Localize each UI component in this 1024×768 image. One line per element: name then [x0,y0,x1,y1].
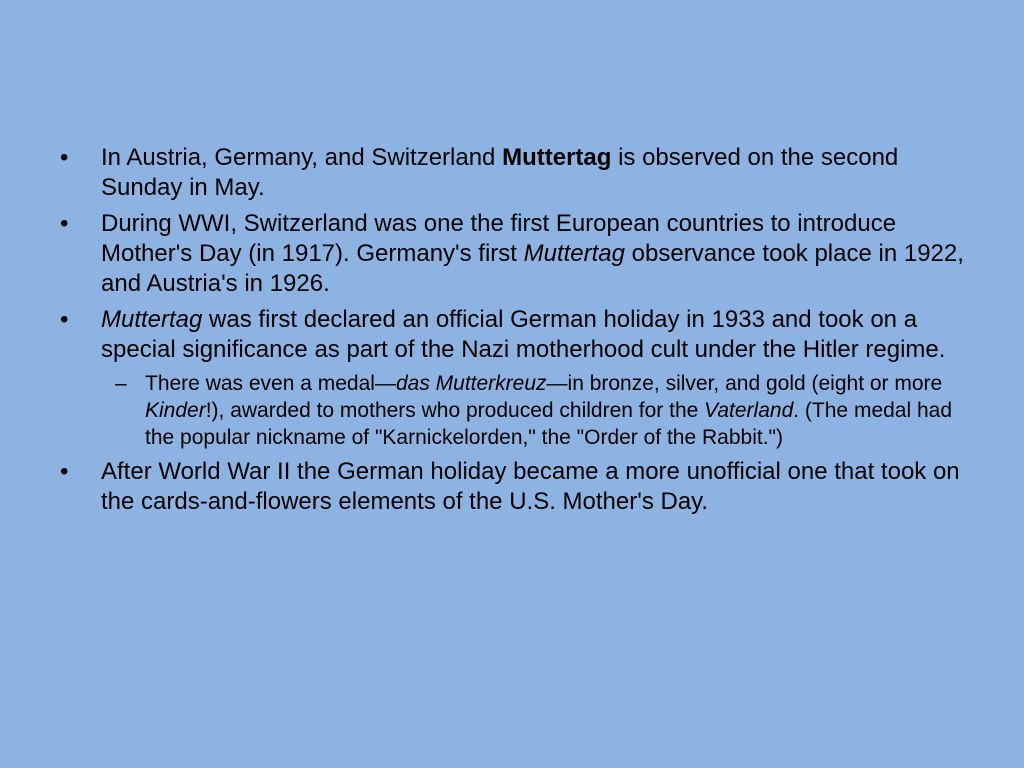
bullet-list [58,143,968,517]
bullet-marker: • [60,458,69,485]
slide-content [58,143,968,523]
bullet-item-3 [58,305,968,451]
sub-bullet-italic-3: Vaterland [704,399,794,422]
bullet-3-text: was first declared an official German holiday in 1933 and took on a special significance as part of the Nazi motherhood cult under the Hitler regime. [101,306,946,363]
bullet-1-text-end: is observed on the second Sunday in May. [101,144,899,201]
bullet-1-text: In Austria, Germany, and Switzerland [101,144,503,171]
sub-bullet-italic-2: Kinder [145,399,206,422]
sub-bullet-list [101,370,968,451]
sub-bullet-marker: – [115,372,127,395]
sub-bullet-text-2: —in bronze, silver, and gold (eight or more [546,372,943,395]
bullet-marker: • [60,144,69,171]
bullet-item-1 [58,143,968,203]
bullet-2-italic-term: Muttertag [523,240,626,267]
bullet-marker: • [60,306,69,333]
bullet-marker: • [60,210,69,237]
bullet-2-text: During WWI, Switzerland was one the first European countries to introduce Mother's Day (in 1917). Germany's first [101,210,897,267]
bullet-1-bold-term: Muttertag [502,144,612,171]
bullet-4-text: After World War II the German holiday became a more unofficial one that took on the cards-and-flowers elements of the U.S. Mother's Day. [101,458,960,515]
sub-bullet-italic-1: das Mutterkreuz [395,372,547,395]
sub-bullet-text-3: !), awarded to mothers who produced children for the [205,399,705,422]
bullet-3-italic-term: Muttertag [101,306,203,333]
sub-bullet-item-1 [101,370,968,451]
bullet-2-text-end: observance took place in 1922, and Austria's in 1926. [101,240,964,297]
sub-bullet-text-4: . (The medal had the popular nickname of "Karnickelorden," the "Order of the Rabbit.") [145,399,953,449]
bullet-item-4 [58,457,968,517]
bullet-item-2 [58,209,968,299]
sub-bullet-text-1: There was even a medal— [145,372,396,395]
